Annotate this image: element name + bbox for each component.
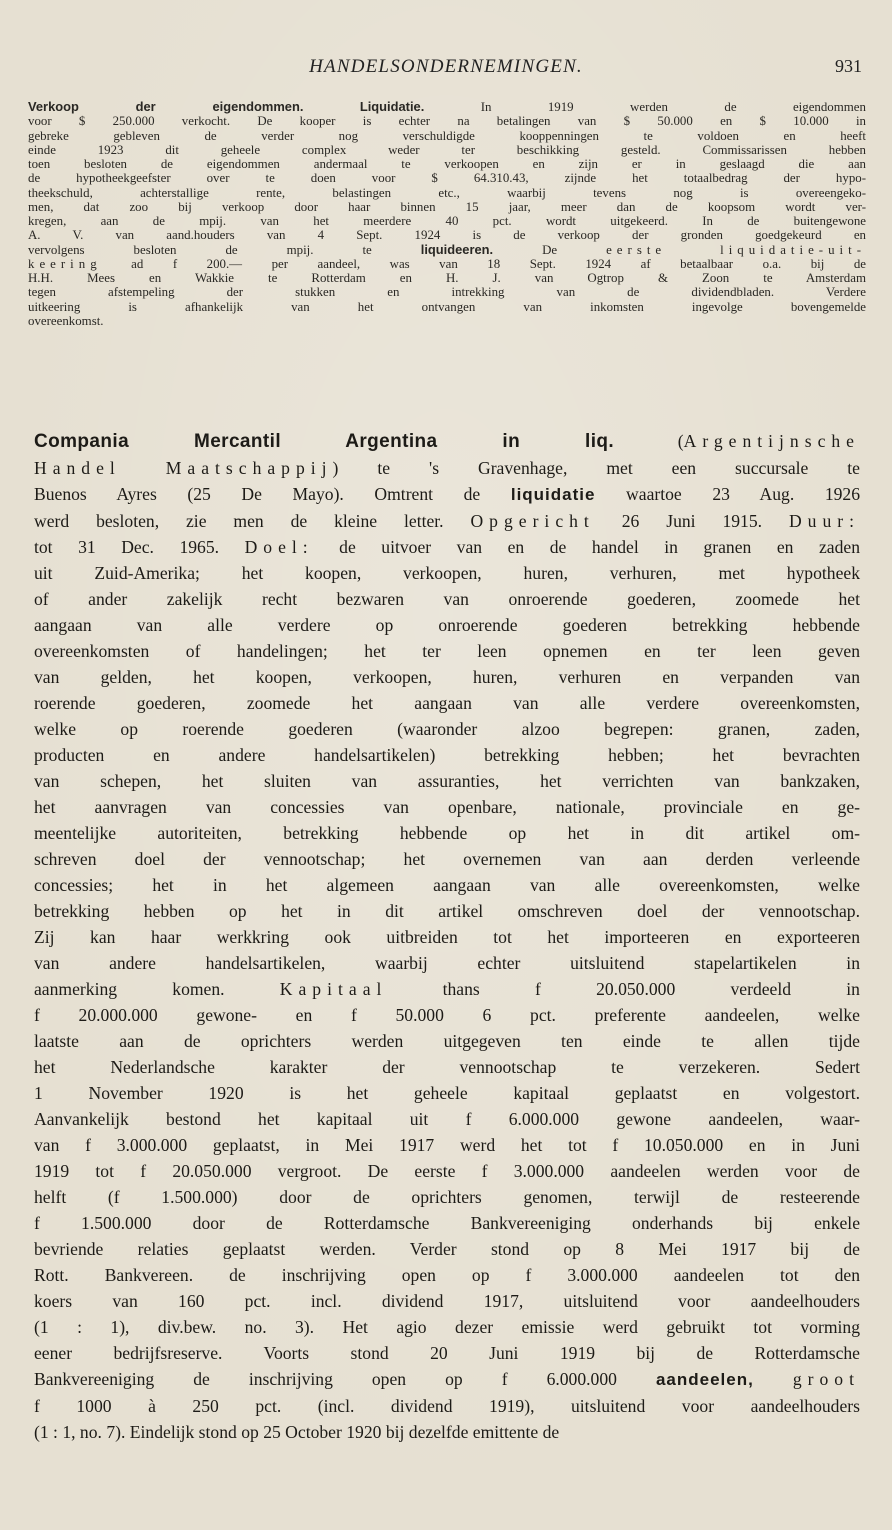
text-segment: Zij kan haar werkkring ook uitbreiden tot het importeeren en exporteeren <box>34 927 860 947</box>
small-print-line <box>28 271 866 285</box>
spaced-emphasis: eerste liquidatie-uit- <box>606 242 866 257</box>
text-segment: aanmerking komen. <box>34 979 280 999</box>
article-line <box>34 481 860 508</box>
article-line <box>34 1184 860 1210</box>
small-print-line <box>28 129 866 143</box>
text-segment: 1 November 1920 is het geheele kapitaal geplaatst en volgestort. <box>34 1083 860 1103</box>
text-segment: producten en andere handelsartikelen) betrekking hebben; het bevrachten <box>34 745 860 765</box>
text-segment: f 1.500.000 door de Rotterdamsche Bankvereeniging onderhands bij enkele <box>34 1213 860 1233</box>
text-segment: men, dat zoo bij verkoop door haar binnen 15 jaar, meer dan de koopsom wordt ver- <box>28 199 866 214</box>
text-segment <box>303 100 359 114</box>
text-segment: ad f 200.— per aandeel, was van 18 Sept. 1924 af betaalbaar o.a. bij de <box>101 256 866 271</box>
small-print-line <box>28 214 866 228</box>
spaced-emphasis: Handel Maatschappij <box>34 458 333 478</box>
article-line <box>34 1158 860 1184</box>
text-segment: 1919 tot f 20.050.000 vergroot. De eerste f 3.000.000 aandeelen werden voor de <box>34 1161 860 1181</box>
article-line <box>34 664 860 690</box>
small-print-line <box>28 228 866 242</box>
article-line <box>34 1132 860 1158</box>
text-segment: laatste aan de oprichters werden uitgegeven ten einde te allen tijde <box>34 1031 860 1051</box>
small-print-notice <box>28 100 866 328</box>
text-segment: (1 : 1, no. 7). Eindelijk stond op 25 October 1920 bij dezelfde emittente de <box>34 1422 560 1442</box>
text-segment: het Nederlandsche karakter der vennootschap te verzekeren. Sedert <box>34 1057 860 1077</box>
article-line <box>34 924 860 950</box>
text-segment: welke op roerende goederen (waaronder alzoo begrepen: granen, zaden, <box>34 719 860 739</box>
small-print-line <box>28 186 866 200</box>
article-line <box>34 742 860 768</box>
small-print-line <box>28 143 866 157</box>
article-line <box>34 690 860 716</box>
text-segment: kregen, aan de mpij. van het meerdere 40 pct. wordt uitgekeerd. In de buitengewone <box>28 214 866 228</box>
article-line <box>34 612 860 638</box>
text-segment: voor $ 250.000 verkocht. De kooper is echter na betalingen van $ 50.000 en $ 10.000 in <box>28 114 866 129</box>
text-segment: toen besloten de eigendommen andermaal te verkoopen en zijn er in geslaagd die aan <box>28 157 866 171</box>
text-segment: In 1919 werden de eigendommen <box>424 100 866 114</box>
text-segment: De <box>493 242 607 257</box>
text-segment: gebreke gebleven de verder nog verschuldigde kooppenningen te voldoen en heeft <box>28 128 866 143</box>
article-line <box>34 1393 860 1419</box>
text-segment: uitkeering is afhankelijk van het ontvangen van inkomsten ingevolge bovengemelde <box>28 299 866 314</box>
text-segment: vervolgens besloten de mpij. te <box>28 242 421 257</box>
text-segment: Aanvankelijk bestond het kapitaal uit f 6.000.000 gewone aandeelen, waar- <box>34 1109 860 1129</box>
article-line <box>34 560 860 586</box>
text-segment: theekschuld, achterstallige rente, belastingen etc., waarbij tevens nog is overeengeko- <box>28 185 866 200</box>
article-line <box>34 1028 860 1054</box>
small-print-line <box>28 257 866 271</box>
bold-keyword: Liquidatie. <box>359 99 425 114</box>
article-line <box>34 1366 860 1393</box>
article-line <box>34 1106 860 1132</box>
bold-keyword: aandeelen, <box>655 1370 754 1389</box>
article-line <box>34 455 860 481</box>
small-print-line <box>28 243 866 257</box>
text-segment: ( <box>614 431 684 451</box>
spaced-emphasis: groot <box>792 1369 860 1389</box>
text-segment: f 20.000.000 gewone- en f 50.000 6 pct. preferente aandeelen, welke <box>34 1005 860 1025</box>
spaced-emphasis: Duur: <box>788 511 860 531</box>
small-print-line <box>28 157 866 171</box>
text-segment: meentelijke autoriteiten, betrekking hebbende op het in dit artikel om- <box>34 823 860 843</box>
text-segment: betrekking hebben op het in dit artikel omschreven doel der vennootschap. <box>34 901 860 921</box>
text-segment: Rott. Bankvereen. de inschrijving open op f 3.000.000 aandeelen tot den <box>34 1265 860 1285</box>
text-segment: helft (f 1.500.000) door de oprichters genomen, terwijl de resteerende <box>34 1187 860 1207</box>
article-line <box>34 1340 860 1366</box>
article-line <box>34 1419 860 1445</box>
bold-keyword: liquideeren. <box>420 241 494 257</box>
text-segment: koers van 160 pct. incl. dividend 1917, uitsluitend voor aandeelhouders <box>34 1291 860 1311</box>
article-line <box>34 1002 860 1028</box>
article-line <box>34 1080 860 1106</box>
article-line <box>34 1288 860 1314</box>
article-line <box>34 1262 860 1288</box>
text-segment: van f 3.000.000 geplaatst, in Mei 1917 werd het tot f 10.050.000 en in Juni <box>34 1135 860 1155</box>
text-segment: het aanvragen van concessies van openbare, nationale, provinciale en ge- <box>34 797 860 817</box>
small-print-line <box>28 314 866 328</box>
text-segment: concessies; het in het algemeen aangaan van alle overeenkomsten, welke <box>34 875 860 895</box>
running-head <box>0 56 892 86</box>
text-segment: 26 Juni 1915. <box>594 511 789 531</box>
page-number: 931 <box>835 56 862 76</box>
spaced-emphasis: Argentijnsche <box>683 431 860 451</box>
text-segment: van schepen, het sluiten van assuranties, het verrichten van bankzaken, <box>34 771 860 791</box>
article-line <box>34 872 860 898</box>
article-line <box>34 976 860 1002</box>
text-segment: ) te 's Gravenhage, met een succursale te <box>332 458 860 478</box>
text-segment: bevriende relaties geplaatst werden. Verder stond op 8 Mei 1917 bij de <box>34 1239 860 1259</box>
article-line <box>34 428 860 455</box>
text-segment: overeenkomst. <box>28 313 104 328</box>
spaced-emphasis: keering <box>28 256 102 271</box>
text-segment: schreven doel der vennootschap; het overnemen van aan derden verleende <box>34 849 860 869</box>
article-line <box>34 638 860 664</box>
text-segment: Buenos Ayres (25 De Mayo). Omtrent de <box>34 484 511 504</box>
company-heading: Compania Mercantil Argentina in liq. <box>34 431 615 452</box>
article-line <box>34 716 860 742</box>
bold-keyword: liquidatie <box>510 485 596 504</box>
text-segment: tegen afstempeling der stukken en intrekking van de dividendbladen. Verdere <box>28 285 866 300</box>
small-print-line <box>28 300 866 314</box>
running-title: HANDELSONDERNEMINGEN. <box>309 56 583 77</box>
company-article <box>34 428 860 1445</box>
text-segment: eener bedrijfsreserve. Voorts stond 20 Juni 1919 bij de Rotterdamsche <box>34 1343 860 1363</box>
article-line <box>34 586 860 612</box>
text-segment: uit Zuid-Amerika; het koopen, verkoopen, huren, verhuren, met hypotheek <box>34 563 860 583</box>
text-segment: H.H. Mees en Wakkie te Rotterdam en H. J. van Ogtrop & Zoon te Amsterdam <box>28 271 866 285</box>
article-line <box>34 1314 860 1340</box>
text-segment: thans f 20.050.000 verdeeld in <box>387 979 860 999</box>
text-segment: van gelden, het koopen, verkoopen, huren, verhuren en verpanden van <box>34 667 860 687</box>
spaced-emphasis: Doel: <box>244 537 314 557</box>
text-segment: tot 31 Dec. 1965. <box>34 537 245 557</box>
text-segment: roerende goederen, zoomede het aangaan van alle verdere overeenkomsten, <box>34 693 860 713</box>
text-segment <box>754 1369 793 1389</box>
bold-keyword: Verkoop der eigendommen. <box>28 99 304 114</box>
text-segment: A. V. van aand.houders van 4 Sept. 1924 is de verkoop der gronden goedgekeurd en <box>28 228 866 243</box>
small-print-line <box>28 285 866 299</box>
small-print-line <box>28 171 866 185</box>
small-print-line <box>28 114 866 128</box>
article-line <box>34 794 860 820</box>
text-segment: (1 : 1), div.bew. no. 3). Het agio dezer emissie werd gebruikt tot vorming <box>34 1317 860 1337</box>
small-print-line <box>28 200 866 214</box>
text-segment: werd besloten, zie men de kleine letter. <box>34 511 471 531</box>
article-line <box>34 768 860 794</box>
text-segment: of ander zakelijk recht bezwaren van onroerende goederen, zoomede het <box>34 589 860 609</box>
text-segment: de uitvoer van en de handel in granen en zaden <box>313 537 860 557</box>
text-segment: waartoe 23 Aug. 1926 <box>595 484 861 504</box>
text-segment: aangaan van alle verdere op onroerende goederen betrekking hebbende <box>34 615 860 635</box>
text-segment: f 1000 à 250 pct. (incl. dividend 1919), uitsluitend voor aandeelhouders <box>34 1396 860 1416</box>
article-line <box>34 898 860 924</box>
text-segment: overeenkomsten of handelingen; het ter leen opnemen en ter leen geven <box>34 641 860 661</box>
text-segment: Bankvereeniging de inschrijving open op f 6.000.000 <box>34 1369 656 1389</box>
article-line <box>34 846 860 872</box>
article-line <box>34 1210 860 1236</box>
text-segment: de hypotheekgeefster over te doen voor $ 64.310.43, zijnde het totaalbedrag der hypo- <box>28 171 866 186</box>
small-print-line <box>28 100 866 114</box>
article-line <box>34 1054 860 1080</box>
article-line <box>34 950 860 976</box>
text-segment: van andere handelsartikelen, waarbij echter uitsluitend stapelartikelen in <box>34 953 860 973</box>
article-line <box>34 534 860 560</box>
article-line <box>34 820 860 846</box>
spaced-emphasis: Kapitaal <box>279 979 388 999</box>
article-line <box>34 1236 860 1262</box>
spaced-emphasis: Opgericht <box>470 511 595 531</box>
text-segment: einde 1923 dit geheele complex weder ter beschikking gesteld. Commissarissen hebben <box>28 142 866 157</box>
article-line <box>34 508 860 534</box>
